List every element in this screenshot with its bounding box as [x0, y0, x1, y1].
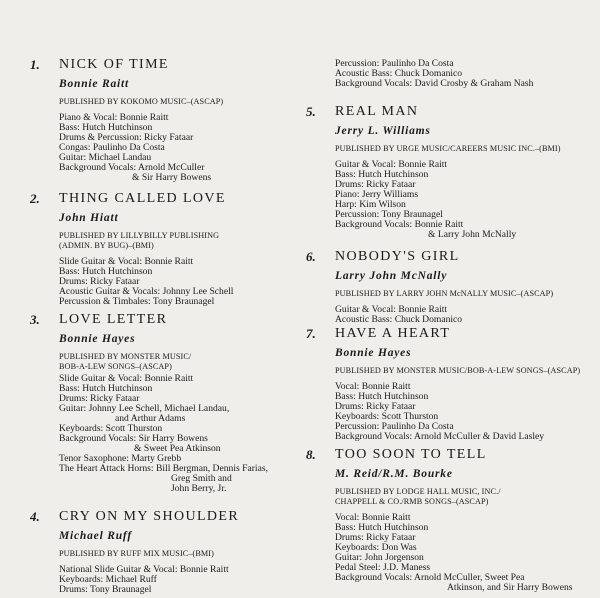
- credit-line: Background Vocals: Arnold McCuller & David Lasley: [335, 431, 545, 442]
- track-writer: Jerry L. Williams: [335, 125, 431, 137]
- track-title: LOVE LETTER: [59, 312, 168, 327]
- credit-line: Background Vocals: Arnold McCuller, Sweet Pea: [335, 572, 525, 583]
- credit-line: Background Vocals: Arnold McCuller: [59, 162, 205, 173]
- credit-line: The Heart Attack Horns: Bill Bergman, Dennis Farias,: [59, 463, 268, 474]
- credit-line: Piano & Vocal: Bonnie Raitt: [59, 112, 169, 123]
- credit-line: Guitar & Vocal: Bonnie Raitt: [335, 304, 448, 315]
- publisher-line: PUBLISHED BY LODGE HALL MUSIC, INC./: [335, 487, 501, 496]
- credit-line: Greg Smith and: [171, 473, 232, 484]
- credit-line: Acoustic Bass: Chuck Domanico: [335, 68, 463, 79]
- credit-line: Slide Guitar & Vocal: Bonnie Raitt: [59, 256, 194, 267]
- credit-line: Bass: Hutch Hutchinson: [335, 522, 429, 533]
- credit-line: Tenor Saxophone: Marty Grebb: [59, 453, 182, 464]
- credit-line: Percussion: Tony Braunagel: [335, 209, 443, 220]
- credit-line: Slide Guitar & Vocal: Bonnie Raitt: [59, 373, 194, 384]
- publisher-line: PUBLISHED BY KOKOMO MUSIC–(ASCAP): [59, 97, 224, 106]
- track-2: [30, 191, 305, 307]
- publisher-line: BOB-A-LEW SONGS–(ASCAP): [59, 362, 172, 371]
- credit-line: Pedal Steel: J.D. Maness: [335, 562, 431, 573]
- track-4: [30, 509, 305, 595]
- track-8: [306, 447, 596, 593]
- track-number: 8.: [306, 447, 316, 462]
- credit-line: Vocal: Bonnie Raitt: [335, 381, 411, 392]
- credit-line: Keyboards: Michael Ruff: [59, 574, 157, 585]
- track-writer: Bonnie Hayes: [335, 347, 412, 359]
- track-title: TOO SOON TO TELL: [335, 447, 487, 462]
- track-number: 4.: [30, 509, 40, 524]
- credit-line: Background Vocals: David Crosby & Graham Nash: [335, 78, 534, 89]
- credit-line: Percussion: Paulinho Da Costa: [335, 421, 454, 432]
- credit-line: Keyboards: Don Was: [335, 542, 417, 553]
- credit-line: Bass: Hutch Hutchinson: [59, 122, 153, 133]
- credit-line: Acoustic Guitar & Vocals: Johnny Lee Schell: [59, 286, 234, 297]
- track-title: NICK OF TIME: [59, 57, 169, 72]
- track-number: 3.: [30, 312, 40, 327]
- publisher-line: (ADMIN. BY BUG)–(BMI): [59, 241, 154, 250]
- credit-line: Bass: Hutch Hutchinson: [59, 266, 153, 277]
- credit-line: John Berry, Jr.: [171, 483, 227, 494]
- track-title: THING CALLED LOVE: [59, 191, 226, 206]
- credit-line: Drums: Ricky Fataar: [335, 401, 416, 412]
- track-title: REAL MAN: [335, 104, 419, 119]
- credit-line: Background Vocals: Bonnie Raitt: [335, 219, 464, 230]
- credit-line: Bass: Hutch Hutchinson: [59, 383, 153, 394]
- credit-line: Atkinson, and Sir Harry Bowens: [447, 582, 573, 593]
- track-title: HAVE A HEART: [335, 326, 451, 341]
- publisher-line: PUBLISHED BY URGE MUSIC/CAREERS MUSIC INC.–(BMI): [335, 144, 561, 153]
- credit-line: Acoustic Bass: Chuck Domanico: [335, 314, 463, 325]
- track-5: [306, 104, 596, 240]
- credit-line: Bass: Hutch Hutchinson: [335, 391, 429, 402]
- publisher-line: PUBLISHED BY LILLYBILLY PUBLISHING: [59, 231, 220, 240]
- track-7: [306, 326, 596, 442]
- credit-line: Drums & Percussion: Ricky Fataar: [59, 132, 194, 143]
- credit-line: National Slide Guitar & Vocal: Bonnie Raitt: [59, 564, 229, 575]
- credit-line: Drums: Ricky Fataar: [59, 276, 140, 287]
- publisher-line: PUBLISHED BY MONSTER MUSIC/: [59, 352, 192, 361]
- credit-line: Bass: Hutch Hutchinson: [335, 169, 429, 180]
- track-6: [306, 249, 596, 325]
- track-writer: John Hiatt: [59, 212, 119, 224]
- publisher-line: PUBLISHED BY MONSTER MUSIC/BOB-A-LEW SONGS–(ASCAP): [335, 366, 581, 375]
- track-4-continued: [306, 59, 596, 89]
- credit-line: Piano: Jerry Williams: [335, 189, 419, 200]
- track-number: 1.: [30, 57, 40, 72]
- track-writer: Bonnie Raitt: [59, 78, 129, 90]
- track-1: [30, 57, 305, 183]
- credit-line: and Arthur Adams: [115, 413, 186, 424]
- credit-line: & Sir Harry Bowens: [132, 172, 212, 183]
- track-number: 5.: [306, 104, 316, 119]
- credit-line: Keyboards: Scott Thurston: [59, 423, 163, 434]
- credit-line: Drums: Ricky Fataar: [335, 179, 416, 190]
- track-writer: Bonnie Hayes: [59, 333, 136, 345]
- track-writer: Michael Ruff: [59, 530, 132, 542]
- credit-line: Drums: Ricky Fataar: [335, 532, 416, 543]
- track-title: CRY ON MY SHOULDER: [59, 509, 240, 524]
- credit-line: Vocal: Bonnie Raitt: [335, 512, 411, 523]
- credit-line: Background Vocals: Sir Harry Bowens: [59, 433, 208, 444]
- credit-line: Drums: Ricky Fataar: [59, 393, 140, 404]
- track-number: 6.: [306, 249, 316, 264]
- credit-line: Drums: Tony Braunagel: [59, 584, 152, 595]
- credit-line: Congas: Paulinho Da Costa: [59, 142, 165, 153]
- track-number: 2.: [30, 191, 40, 206]
- publisher-line: PUBLISHED BY LARRY JOHN McNALLY MUSIC–(ASCAP): [335, 289, 554, 298]
- credit-line: Percussion & Timbales: Tony Braunagel: [59, 296, 215, 307]
- credit-line: Guitar: John Jorgenson: [335, 552, 424, 563]
- publisher-line: CHAPPELL & CO./RMB SONGS–(ASCAP): [335, 497, 489, 506]
- track-3: [30, 312, 305, 494]
- credit-line: Keyboards: Scott Thurston: [335, 411, 439, 422]
- credit-line: & Sweet Pea Atkinson: [134, 443, 221, 454]
- credit-line: Guitar: Michael Landau: [59, 152, 152, 163]
- credit-line: Guitar: Johnny Lee Schell, Michael Landau,: [59, 403, 230, 414]
- credit-line: & Larry John McNally: [428, 229, 517, 240]
- credit-line: Harp: Kim Wilson: [335, 199, 406, 210]
- track-number: 7.: [306, 326, 316, 341]
- credit-line: Guitar & Vocal: Bonnie Raitt: [335, 159, 448, 170]
- track-title: NOBODY'S GIRL: [335, 249, 460, 264]
- publisher-line: PUBLISHED BY RUFF MIX MUSIC–(BMI): [59, 549, 214, 558]
- track-writer: Larry John McNally: [335, 270, 448, 282]
- credit-line: Percussion: Paulinho Da Costa: [335, 58, 454, 69]
- track-writer: M. Reid/R.M. Bourke: [335, 468, 453, 480]
